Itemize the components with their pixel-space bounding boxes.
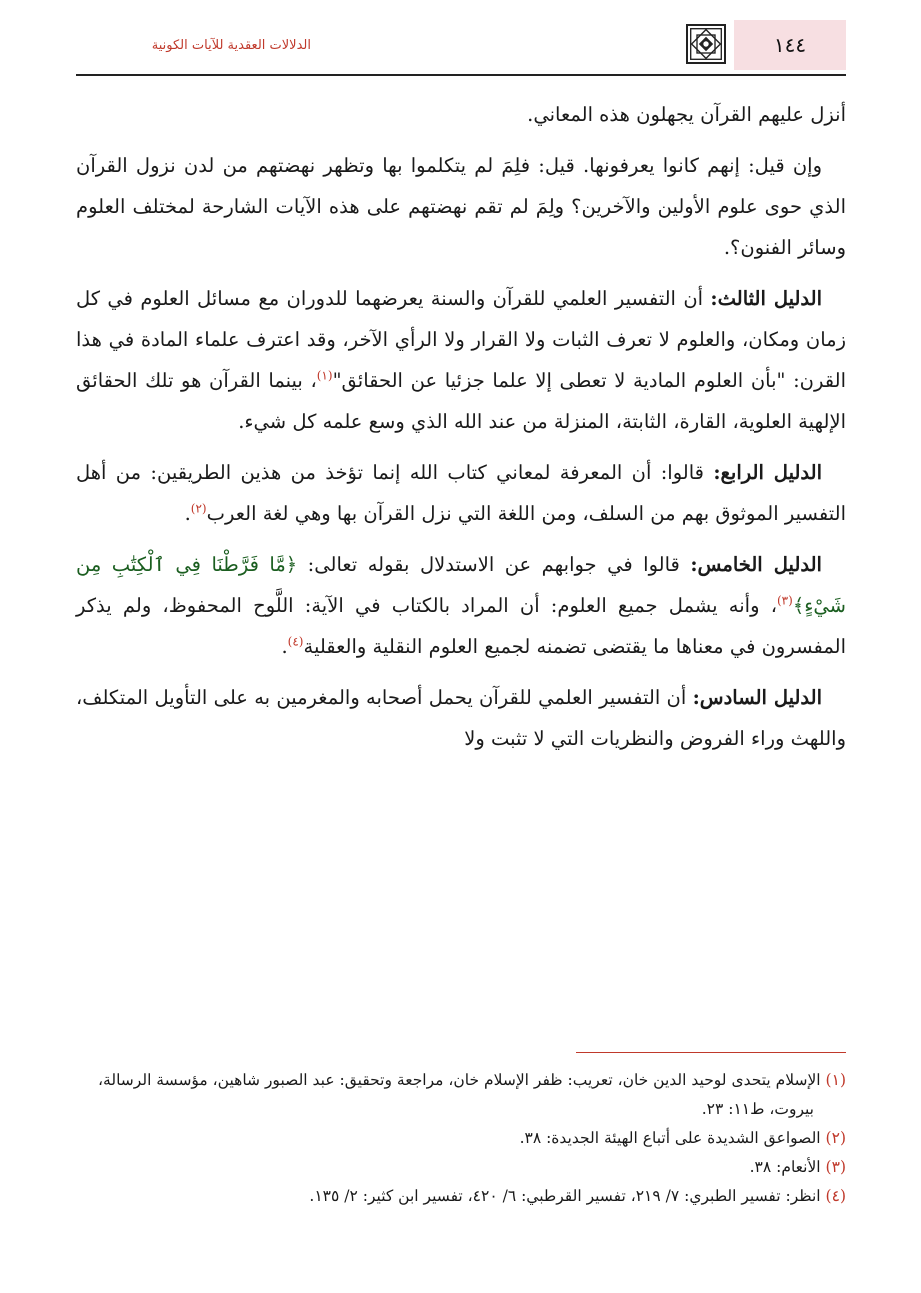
- paragraph-lead: الدليل الثالث:: [710, 287, 823, 310]
- footnote-number: (١): [825, 1071, 846, 1089]
- paragraph: [76, 278, 846, 442]
- paragraph-text-tail: .: [184, 502, 191, 525]
- footnote-divider: [576, 1052, 846, 1053]
- paragraph-text: قالوا في جوابهم عن الاستدلال بقوله تعالى:: [297, 553, 691, 576]
- footnote-ref[interactable]: (٤): [287, 634, 304, 649]
- header-divider: [76, 74, 846, 76]
- paragraph-text: أن التفسير العلمي للقرآن والسنة يعرضهما للدوران مع مسائل العلوم في كل زمان ومكان، والعلوم لا تعرف الثبات ولا القرار ولا الرأي الآخر، وقد اعترف علماء المادة في هذا القرن: "بأن العلوم المادية لا تعطى إلا علما جزئيا عن الحقائق": [76, 287, 846, 392]
- running-title: الدلالات العقدية للآيات الكونية: [151, 38, 311, 53]
- footnote-text: الصواعق الشديدة على أتباع الهيئة الجديدة: ٣٨.: [519, 1129, 826, 1147]
- paragraph-lead: الدليل الرابع:: [713, 461, 822, 484]
- paragraph-text-tail: .: [281, 635, 288, 658]
- paragraph-lead: الدليل السادس:: [692, 686, 823, 709]
- page-header: [76, 20, 846, 70]
- paragraph-text-tail: ، وأنه يشمل جميع العلوم: أن المراد بالكتاب في الآية: اللَّوح المحفوظ، ولم يذكر المفسرون في معناها ما يقتضى تضمنه لجميع العلوم النقلية والعقلية: [76, 594, 846, 658]
- paragraph: [76, 94, 846, 135]
- footnote: [76, 1066, 846, 1124]
- footnote-text: الأنعام: ٣٨.: [749, 1158, 826, 1176]
- footnote-number: (٢): [825, 1129, 846, 1147]
- paragraph-lead: الدليل الخامس:: [690, 553, 822, 576]
- footnote: [76, 1182, 846, 1211]
- paragraph: [76, 452, 846, 534]
- footnote-text: انظر: تفسير الطبري: ٧/ ٢١٩، تفسير القرطبي: ٦/ ٤٢٠، تفسير ابن كثير: ٢/ ١٣٥.: [309, 1187, 826, 1205]
- footnote: [76, 1124, 846, 1153]
- paragraph: [76, 145, 846, 268]
- main-text: [76, 94, 846, 769]
- geometric-ornament-icon: [686, 24, 726, 64]
- page-number: ١٤٤: [734, 20, 846, 70]
- footnote: [76, 1153, 846, 1182]
- footnote-ref[interactable]: (٢): [190, 501, 207, 516]
- footnote-ref[interactable]: (١): [316, 368, 333, 383]
- paragraph: [76, 544, 846, 667]
- footnote-number: (٣): [825, 1158, 846, 1176]
- quran-verse: ﴿مَّا فَرَّطْنَا فِي ٱلْكِتَٰبِ مِن شَيْءٍ﴾: [76, 553, 846, 617]
- paragraph: [76, 677, 846, 759]
- footnotes: [76, 1066, 846, 1211]
- paragraph-text: أنزل عليهم القرآن يجهلون هذه المعاني.: [527, 103, 846, 126]
- footnote-number: (٤): [825, 1187, 846, 1205]
- footnote-text: الإسلام يتحدى لوحيد الدين خان، تعريب: ظفر الإسلام خان، مراجعة وتحقيق: عبد الصبور شاهين، مؤسسة الرسالة، بيروت، ط١١: ٢٣.: [98, 1071, 826, 1118]
- paragraph-text-tail: ، بينما القرآن هو تلك الحقائق الإلهية العلوية، القارة، الثابتة، المنزلة من عند الله الذي وسع علمه كل شيء.: [76, 369, 846, 433]
- footnote-ref[interactable]: (٣): [776, 593, 793, 608]
- paragraph-text: قالوا: أن المعرفة لمعاني كتاب الله إنما تؤخذ من هذين الطريقين: من أهل التفسير الموثوق بهم من السلف، ومن اللغة التي نزل القرآن بها وهي لغة العرب: [76, 461, 846, 525]
- paragraph-text: وإن قيل: إنهم كانوا يعرفونها. قيل: فلِمَ لم يتكلموا بها وتظهر نهضتهم من لدن نزول القرآن الذي حوى علوم الأولين والآخرين؟ ولِمَ لم تقم نهضتهم على هذه الآيات الشارحة لمختلف العلوم وسائر الفنون؟.: [76, 154, 846, 259]
- paragraph-text: أن التفسير العلمي للقرآن يحمل أصحابه والمغرمين به على التأويل المتكلف، واللهث وراء الفروض والنظريات التي لا تثبت ولا: [76, 686, 846, 750]
